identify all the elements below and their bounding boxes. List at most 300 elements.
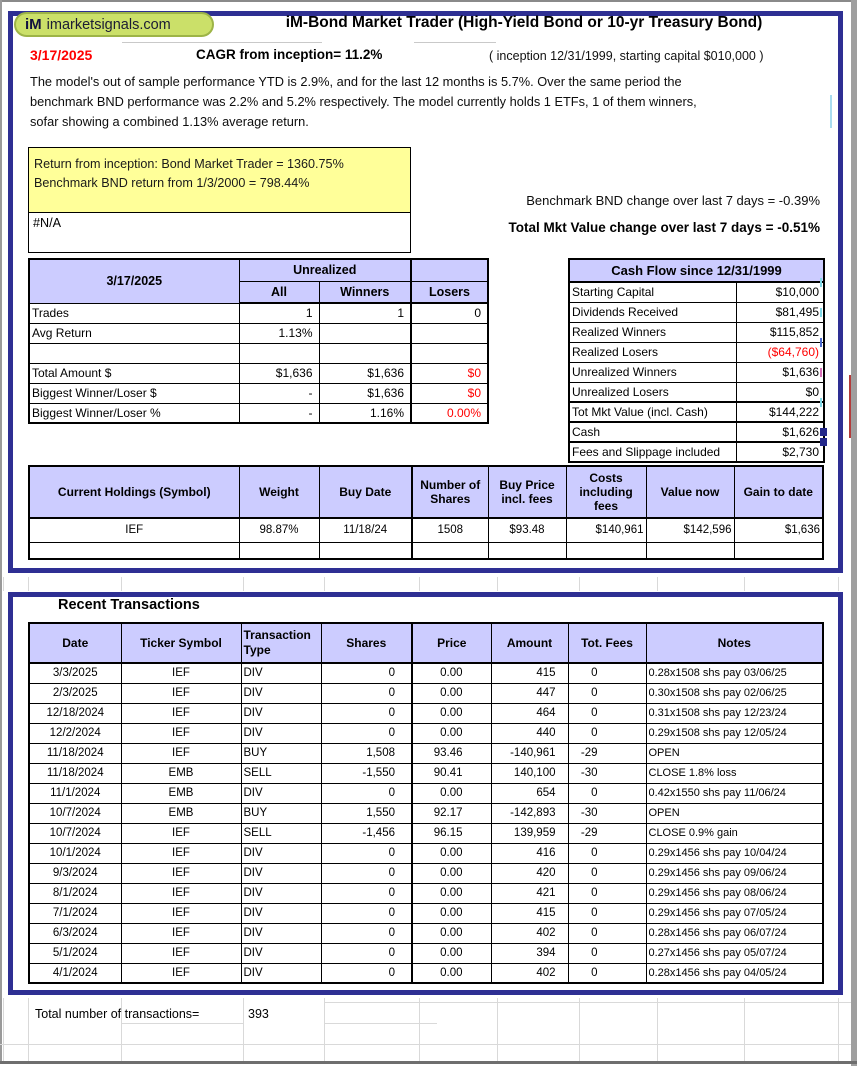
transaction-row-date: 2/3/2025 bbox=[29, 683, 121, 703]
transaction-row bbox=[29, 723, 823, 743]
transaction-row-amount: 421 bbox=[491, 883, 568, 903]
stats-row-label: Trades bbox=[29, 303, 239, 323]
gridline bbox=[324, 1002, 851, 1003]
transaction-row-date: 3/3/2025 bbox=[29, 663, 121, 683]
txn-col-notes: Notes bbox=[646, 623, 823, 663]
gridline bbox=[324, 577, 325, 591]
cash-flow-row bbox=[569, 422, 824, 442]
transaction-row-shares: 0 bbox=[321, 683, 412, 703]
edge-artifact-tick bbox=[820, 428, 827, 436]
cash-flow-row-value: $10,000 bbox=[736, 282, 824, 302]
transaction-row-price: 0.00 bbox=[412, 843, 491, 863]
transactions-title: Recent Transactions bbox=[58, 597, 200, 613]
gridline bbox=[0, 1044, 851, 1045]
transaction-row-shares: 0 bbox=[321, 723, 412, 743]
transaction-row-type: SELL bbox=[241, 763, 321, 783]
transaction-row-type: BUY bbox=[241, 803, 321, 823]
txn-col-fees: Tot. Fees bbox=[568, 623, 646, 663]
stats-row bbox=[29, 343, 488, 363]
transaction-row-amount: -140,961 bbox=[491, 743, 568, 763]
transaction-row-fees: -30 bbox=[568, 803, 646, 823]
txn-col-type: Transaction Type bbox=[241, 623, 321, 663]
transaction-row-ticker: EMB bbox=[121, 763, 241, 783]
holdings-row bbox=[29, 518, 823, 542]
cash-flow-row-label: Cash bbox=[569, 422, 736, 442]
stats-row-label: Biggest Winner/Loser % bbox=[29, 403, 239, 423]
holdings-row bbox=[29, 542, 823, 559]
transaction-row-notes: 0.30x1508 shs pay 02/06/25 bbox=[646, 683, 823, 703]
transaction-row-notes: 0.28x1508 shs pay 03/06/25 bbox=[646, 663, 823, 683]
transaction-row-fees: 0 bbox=[568, 683, 646, 703]
cash-flow-row-value: ($64,760) bbox=[736, 342, 824, 362]
transaction-row-price: 0.00 bbox=[412, 883, 491, 903]
stats-row-label bbox=[29, 343, 239, 363]
gridline bbox=[838, 577, 839, 591]
transaction-row-amount: 139,959 bbox=[491, 823, 568, 843]
transaction-row-shares: 0 bbox=[321, 923, 412, 943]
transaction-row-amount: 415 bbox=[491, 903, 568, 923]
transaction-row-notes: 0.31x1508 shs pay 12/23/24 bbox=[646, 703, 823, 723]
transaction-row-price: 0.00 bbox=[412, 663, 491, 683]
holdings-row-buy_date bbox=[319, 542, 412, 559]
transaction-row-shares: 0 bbox=[321, 863, 412, 883]
transaction-row-type: DIV bbox=[241, 683, 321, 703]
transaction-row-type: DIV bbox=[241, 963, 321, 983]
transaction-row-fees: -29 bbox=[568, 743, 646, 763]
transaction-row-fees: 0 bbox=[568, 663, 646, 683]
edge-artifact-tick bbox=[820, 398, 822, 407]
transaction-row-fees: 0 bbox=[568, 903, 646, 923]
holdings-row-costs: $140,961 bbox=[566, 518, 646, 542]
cash-flow-row-label: Unrealized Winners bbox=[569, 362, 736, 382]
cash-flow-row bbox=[569, 362, 824, 382]
window-frame-right bbox=[851, 0, 857, 1066]
cash-flow-row-value: $81,495 bbox=[736, 302, 824, 322]
transaction-row-ticker: IEF bbox=[121, 863, 241, 883]
stats-empty-header bbox=[411, 259, 488, 281]
transaction-row-date: 9/3/2024 bbox=[29, 863, 121, 883]
transaction-row-amount: 464 bbox=[491, 703, 568, 723]
edge-artifact-tick bbox=[830, 95, 832, 128]
transaction-row-price: 0.00 bbox=[412, 783, 491, 803]
gridline bbox=[121, 1023, 243, 1024]
cash-flow-row-label: Starting Capital bbox=[569, 282, 736, 302]
transaction-row-date: 7/1/2024 bbox=[29, 903, 121, 923]
stats-group-header: Unrealized bbox=[239, 259, 411, 281]
cash-flow-row bbox=[569, 382, 824, 402]
holdings-col-weight: Weight bbox=[239, 466, 319, 518]
transaction-row bbox=[29, 803, 823, 823]
na-cell: #N/A bbox=[28, 212, 411, 253]
transaction-row-amount: 140,100 bbox=[491, 763, 568, 783]
transaction-row-ticker: IEF bbox=[121, 743, 241, 763]
holdings-row-buy_price: $93.48 bbox=[488, 518, 566, 542]
holdings-col-costs: Costs including fees bbox=[566, 466, 646, 518]
stats-date-header: 3/17/2025 bbox=[29, 259, 239, 303]
transaction-row-amount: 447 bbox=[491, 683, 568, 703]
current-holdings-table bbox=[28, 465, 824, 560]
stats-row-winners bbox=[319, 323, 411, 343]
cash-flow-row bbox=[569, 302, 824, 322]
transaction-row-shares: 0 bbox=[321, 843, 412, 863]
gridline bbox=[744, 577, 745, 591]
transaction-row-shares: 1,550 bbox=[321, 803, 412, 823]
stats-row-losers: 0.00% bbox=[411, 403, 488, 423]
transaction-row-date: 11/1/2024 bbox=[29, 783, 121, 803]
transaction-row-notes: 0.29x1456 shs pay 07/05/24 bbox=[646, 903, 823, 923]
transaction-row-ticker: IEF bbox=[121, 663, 241, 683]
stats-row-all: 1.13% bbox=[239, 323, 319, 343]
gridline bbox=[324, 998, 325, 1061]
stats-row-winners: $1,636 bbox=[319, 363, 411, 383]
transaction-row-price: 90.41 bbox=[412, 763, 491, 783]
transaction-row-fees: 0 bbox=[568, 923, 646, 943]
gridline bbox=[28, 998, 29, 1061]
intro-line-3: sofar showing a combined 1.13% average return. bbox=[30, 114, 309, 129]
transaction-row-ticker: IEF bbox=[121, 883, 241, 903]
unrealized-stats-table bbox=[28, 258, 489, 424]
stats-row-winners: 1 bbox=[319, 303, 411, 323]
transaction-row bbox=[29, 683, 823, 703]
stats-col-losers: Losers bbox=[411, 281, 488, 303]
intro-line-2: benchmark BND performance was 2.2% and 5.2% respectively. The model currently holds 1 ETFs, 1 of them winners, bbox=[30, 94, 697, 109]
stats-row-winners bbox=[319, 343, 411, 363]
stats-row-label: Biggest Winner/Loser $ bbox=[29, 383, 239, 403]
holdings-row-gain: $1,636 bbox=[734, 518, 823, 542]
transaction-row-date: 4/1/2024 bbox=[29, 963, 121, 983]
transaction-row-price: 92.17 bbox=[412, 803, 491, 823]
transaction-row-type: DIV bbox=[241, 903, 321, 923]
logo-im-icon: iM bbox=[25, 16, 42, 33]
gridline bbox=[838, 998, 839, 1061]
transaction-row-shares: 0 bbox=[321, 963, 412, 983]
gridline bbox=[243, 577, 244, 591]
transaction-row-type: DIV bbox=[241, 723, 321, 743]
transaction-row-ticker: IEF bbox=[121, 823, 241, 843]
transaction-row bbox=[29, 843, 823, 863]
transaction-row-date: 11/18/2024 bbox=[29, 763, 121, 783]
transaction-row bbox=[29, 763, 823, 783]
transaction-row-notes: 0.29x1508 shs pay 12/05/24 bbox=[646, 723, 823, 743]
transaction-row-ticker: EMB bbox=[121, 803, 241, 823]
transaction-row bbox=[29, 943, 823, 963]
returns-highlight-box bbox=[28, 147, 411, 213]
cash-flow-row bbox=[569, 282, 824, 302]
holdings-row-costs bbox=[566, 542, 646, 559]
transaction-row-price: 0.00 bbox=[412, 723, 491, 743]
total-transactions-value: 393 bbox=[248, 1007, 269, 1021]
transaction-row-fees: 0 bbox=[568, 783, 646, 803]
transaction-row-amount: 440 bbox=[491, 723, 568, 743]
txn-col-shares: Shares bbox=[321, 623, 412, 663]
edge-artifact-tick bbox=[820, 308, 822, 317]
transaction-row-date: 6/3/2024 bbox=[29, 923, 121, 943]
transaction-row-fees: 0 bbox=[568, 723, 646, 743]
total-transactions-label: Total number of transactions= bbox=[35, 1007, 200, 1021]
stats-row-label: Avg Return bbox=[29, 323, 239, 343]
transaction-row-price: 93.46 bbox=[412, 743, 491, 763]
cash-flow-row bbox=[569, 342, 824, 362]
holdings-row-value_now: $142,596 bbox=[646, 518, 734, 542]
transaction-row-shares: 0 bbox=[321, 943, 412, 963]
transaction-row-ticker: IEF bbox=[121, 683, 241, 703]
transaction-row-amount: 654 bbox=[491, 783, 568, 803]
return-inception-line: Return from inception: Bond Market Trader = 1360.75% bbox=[34, 157, 344, 171]
holdings-row-shares: 1508 bbox=[412, 518, 488, 542]
gridline bbox=[419, 577, 420, 591]
stats-row bbox=[29, 403, 488, 423]
cash-flow-row-label: Realized Winners bbox=[569, 322, 736, 342]
transaction-row-type: SELL bbox=[241, 823, 321, 843]
logo-text: imarketsignals.com bbox=[46, 16, 171, 33]
stats-row-all: - bbox=[239, 383, 319, 403]
stats-col-winners: Winners bbox=[319, 281, 411, 303]
scrollbar-mark[interactable] bbox=[849, 375, 851, 438]
transaction-row-type: DIV bbox=[241, 943, 321, 963]
logo-link[interactable] bbox=[14, 12, 214, 37]
transaction-row-ticker: IEF bbox=[121, 903, 241, 923]
transaction-row-ticker: IEF bbox=[121, 943, 241, 963]
transaction-row-notes: 0.28x1456 shs pay 04/05/24 bbox=[646, 963, 823, 983]
benchmark-return-line: Benchmark BND return from 1/3/2000 = 798.44% bbox=[34, 176, 310, 190]
transaction-row-fees: 0 bbox=[568, 843, 646, 863]
transaction-row-fees: -30 bbox=[568, 763, 646, 783]
transaction-row-amount: 394 bbox=[491, 943, 568, 963]
transaction-row-amount: 415 bbox=[491, 663, 568, 683]
transaction-row-amount: 420 bbox=[491, 863, 568, 883]
divider bbox=[122, 42, 322, 43]
stats-row bbox=[29, 303, 488, 323]
stats-row-label: Total Amount $ bbox=[29, 363, 239, 383]
holdings-col-valuenow: Value now bbox=[646, 466, 734, 518]
stats-row-losers: $0 bbox=[411, 363, 488, 383]
cash-flow-row-value: $115,852 bbox=[736, 322, 824, 342]
gridline bbox=[121, 577, 122, 591]
transaction-row bbox=[29, 963, 823, 983]
cash-flow-row-value: $1,626 bbox=[736, 422, 824, 442]
stats-row-losers: 0 bbox=[411, 303, 488, 323]
transaction-row bbox=[29, 863, 823, 883]
cash-flow-row-label: Fees and Slippage included bbox=[569, 442, 736, 462]
transactions-table bbox=[28, 622, 824, 984]
transaction-row-price: 96.15 bbox=[412, 823, 491, 843]
holdings-col-shares: Number of Shares bbox=[412, 466, 488, 518]
stats-row-all: 1 bbox=[239, 303, 319, 323]
transaction-row-date: 10/7/2024 bbox=[29, 803, 121, 823]
transaction-row-fees: 0 bbox=[568, 883, 646, 903]
gridline bbox=[28, 577, 29, 591]
cash-flow-row-value: $0 bbox=[736, 382, 824, 402]
holdings-col-gain: Gain to date bbox=[734, 466, 823, 518]
stats-row-winners: 1.16% bbox=[319, 403, 411, 423]
transaction-row-date: 10/1/2024 bbox=[29, 843, 121, 863]
transaction-row-ticker: IEF bbox=[121, 843, 241, 863]
benchmark-change-line: Benchmark BND change over last 7 days = -0.39% bbox=[526, 193, 820, 208]
transaction-row-shares: 1,508 bbox=[321, 743, 412, 763]
transaction-row-price: 0.00 bbox=[412, 943, 491, 963]
transaction-row-fees: 0 bbox=[568, 703, 646, 723]
gridline bbox=[243, 998, 244, 1061]
transaction-row bbox=[29, 783, 823, 803]
transaction-row-shares: -1,550 bbox=[321, 763, 412, 783]
transaction-row-fees: 0 bbox=[568, 943, 646, 963]
stats-row-all: - bbox=[239, 403, 319, 423]
transaction-row-shares: 0 bbox=[321, 703, 412, 723]
transaction-row-type: DIV bbox=[241, 843, 321, 863]
cash-flow-row-label: Tot Mkt Value (incl. Cash) bbox=[569, 402, 736, 422]
transaction-row-amount: 402 bbox=[491, 923, 568, 943]
cash-flow-row-value: $144,222 bbox=[736, 402, 824, 422]
gridline bbox=[3, 577, 4, 591]
gridline bbox=[3, 998, 4, 1061]
transaction-row-ticker: EMB bbox=[121, 783, 241, 803]
holdings-row-gain bbox=[734, 542, 823, 559]
window-frame-top bbox=[0, 0, 857, 2]
gridline bbox=[657, 998, 658, 1061]
transaction-row-price: 0.00 bbox=[412, 863, 491, 883]
transaction-row-date: 8/1/2024 bbox=[29, 883, 121, 903]
transaction-row-notes: OPEN bbox=[646, 803, 823, 823]
transaction-row-fees: 0 bbox=[568, 863, 646, 883]
transaction-row-notes: CLOSE 0.9% gain bbox=[646, 823, 823, 843]
intro-paragraph bbox=[30, 72, 830, 132]
transaction-row bbox=[29, 903, 823, 923]
holdings-col-buyprice: Buy Price incl. fees bbox=[488, 466, 566, 518]
stats-row-all bbox=[239, 343, 319, 363]
transaction-row bbox=[29, 883, 823, 903]
transaction-row-notes: CLOSE 1.8% loss bbox=[646, 763, 823, 783]
transaction-row-price: 0.00 bbox=[412, 683, 491, 703]
transaction-row bbox=[29, 703, 823, 723]
stats-row bbox=[29, 323, 488, 343]
transaction-row-fees: -29 bbox=[568, 823, 646, 843]
transaction-row-type: BUY bbox=[241, 743, 321, 763]
transaction-row-date: 11/18/2024 bbox=[29, 743, 121, 763]
gridline bbox=[579, 577, 580, 591]
transaction-row-amount: -142,893 bbox=[491, 803, 568, 823]
txn-col-price: Price bbox=[412, 623, 491, 663]
cash-flow-row bbox=[569, 402, 824, 422]
transaction-row-notes: 0.42x1550 shs pay 11/06/24 bbox=[646, 783, 823, 803]
txn-col-amount: Amount bbox=[491, 623, 568, 663]
transaction-row-price: 0.00 bbox=[412, 903, 491, 923]
transaction-row bbox=[29, 823, 823, 843]
cash-flow-row-label: Realized Losers bbox=[569, 342, 736, 362]
stats-row-losers bbox=[411, 343, 488, 363]
transaction-row-notes: 0.29x1456 shs pay 09/06/24 bbox=[646, 863, 823, 883]
window-frame-left bbox=[0, 0, 2, 1064]
stats-row-losers bbox=[411, 323, 488, 343]
report-date: 3/17/2025 bbox=[30, 47, 93, 63]
txn-col-date: Date bbox=[29, 623, 121, 663]
gridline bbox=[579, 998, 580, 1061]
cash-flow-title: Cash Flow since 12/31/1999 bbox=[569, 259, 824, 282]
stats-row bbox=[29, 363, 488, 383]
cash-flow-row bbox=[569, 322, 824, 342]
transaction-row-type: DIV bbox=[241, 783, 321, 803]
transaction-row bbox=[29, 923, 823, 943]
transaction-row-date: 12/18/2024 bbox=[29, 703, 121, 723]
cagr-line: CAGR from inception= 11.2% bbox=[196, 47, 383, 62]
stats-col-all: All bbox=[239, 281, 319, 303]
holdings-row-buy_date: 11/18/24 bbox=[319, 518, 412, 542]
intro-line-1: The model's out of sample performance YTD is 2.9%, and for the last 12 months is 5.7%. Over the same period the bbox=[30, 74, 682, 89]
gridline bbox=[497, 577, 498, 591]
gridline bbox=[324, 1023, 437, 1024]
transaction-row-amount: 416 bbox=[491, 843, 568, 863]
divider bbox=[414, 42, 496, 43]
cash-flow-row-value: $1,636 bbox=[736, 362, 824, 382]
transaction-row-notes: 0.29x1456 shs pay 08/06/24 bbox=[646, 883, 823, 903]
holdings-row-value_now bbox=[646, 542, 734, 559]
transaction-row-ticker: IEF bbox=[121, 723, 241, 743]
transaction-row-notes: 0.28x1456 shs pay 06/07/24 bbox=[646, 923, 823, 943]
gridline bbox=[419, 998, 420, 1061]
holdings-row-weight bbox=[239, 542, 319, 559]
transaction-row-amount: 402 bbox=[491, 963, 568, 983]
transaction-row-price: 0.00 bbox=[412, 963, 491, 983]
mkt-value-change-line: Total Mkt Value change over last 7 days = -0.51% bbox=[508, 220, 820, 235]
page-title: iM-Bond Market Trader (High-Yield Bond or 10-yr Treasury Bond) bbox=[285, 14, 763, 31]
transaction-row-ticker: IEF bbox=[121, 703, 241, 723]
transaction-row-ticker: IEF bbox=[121, 923, 241, 943]
cash-flow-row-label: Unrealized Losers bbox=[569, 382, 736, 402]
gridline bbox=[657, 577, 658, 591]
transaction-row bbox=[29, 743, 823, 763]
holdings-col-symbol: Current Holdings (Symbol) bbox=[29, 466, 239, 518]
edge-artifact-tick bbox=[820, 438, 827, 446]
transaction-row-price: 0.00 bbox=[412, 923, 491, 943]
holdings-row-buy_price bbox=[488, 542, 566, 559]
transaction-row-date: 12/2/2024 bbox=[29, 723, 121, 743]
txn-col-ticker: Ticker Symbol bbox=[121, 623, 241, 663]
holdings-row-symbol bbox=[29, 542, 239, 559]
transaction-row-shares: 0 bbox=[321, 883, 412, 903]
transaction-row-shares: -1,456 bbox=[321, 823, 412, 843]
stats-row-winners: $1,636 bbox=[319, 383, 411, 403]
holdings-col-buydate: Buy Date bbox=[319, 466, 412, 518]
transaction-row-shares: 0 bbox=[321, 903, 412, 923]
transaction-row-type: DIV bbox=[241, 923, 321, 943]
transaction-row-date: 10/7/2024 bbox=[29, 823, 121, 843]
transaction-row-notes: 0.27x1456 shs pay 05/07/24 bbox=[646, 943, 823, 963]
stats-row bbox=[29, 383, 488, 403]
transaction-row-notes: OPEN bbox=[646, 743, 823, 763]
gridline bbox=[744, 998, 745, 1061]
holdings-row-symbol: IEF bbox=[29, 518, 239, 542]
cash-flow-row bbox=[569, 442, 824, 462]
stats-row-losers: $0 bbox=[411, 383, 488, 403]
edge-artifact-tick bbox=[820, 368, 822, 377]
transaction-row-ticker: IEF bbox=[121, 963, 241, 983]
transaction-row-shares: 0 bbox=[321, 783, 412, 803]
edge-artifact-tick bbox=[820, 278, 822, 287]
cash-flow-row-value: $2,730 bbox=[736, 442, 824, 462]
cash-flow-table bbox=[568, 258, 825, 463]
transaction-row-price: 0.00 bbox=[412, 703, 491, 723]
stats-row-all: $1,636 bbox=[239, 363, 319, 383]
window-frame-bottom bbox=[0, 1061, 857, 1064]
holdings-row-weight: 98.87% bbox=[239, 518, 319, 542]
transaction-row-type: DIV bbox=[241, 663, 321, 683]
cash-flow-row-label: Dividends Received bbox=[569, 302, 736, 322]
transaction-row-shares: 0 bbox=[321, 663, 412, 683]
transaction-row-type: DIV bbox=[241, 703, 321, 723]
transaction-row-date: 5/1/2024 bbox=[29, 943, 121, 963]
holdings-row-shares bbox=[412, 542, 488, 559]
transaction-row-type: DIV bbox=[241, 883, 321, 903]
transaction-row-type: DIV bbox=[241, 863, 321, 883]
